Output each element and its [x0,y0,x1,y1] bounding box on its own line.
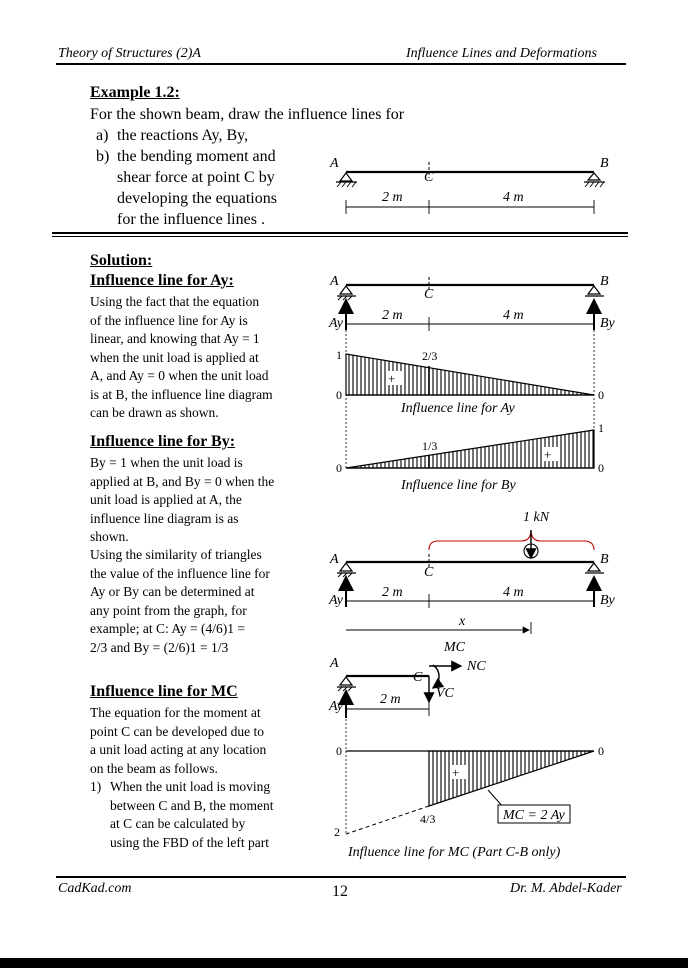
label-x: x [459,614,466,629]
label-b: B [600,274,609,289]
example-item-b-label: b) [96,148,110,165]
sign-plus: + [544,447,552,462]
solution-title: Solution: [90,252,153,269]
text-line: applied at B, and By = 0 when the [90,473,275,489]
label-c: C [424,287,434,302]
dim-left: 2 m [382,190,403,205]
text-line: A, and Ay = 0 when the unit load [90,368,269,383]
beam-1 [329,156,609,214]
text-line: between C and B, the moment [110,797,274,813]
il-mc-diagram [334,744,604,860]
label-ay: Ay [329,593,343,608]
il-by-diagram [336,421,604,493]
label-b: B [600,156,609,171]
text-line: linear, and knowing that Ay = 1 [90,331,260,346]
pin-support-icon [340,563,352,571]
label-mc: MC [444,640,465,655]
pin-support-icon [340,286,352,294]
ay-heading: Influence line for Ay: [90,272,234,289]
text-line: The equation for the moment at [90,705,261,720]
label-a: A [330,274,339,289]
value-c: 1/3 [422,439,438,453]
load-range-brace [429,530,594,550]
example-title: Example 1.2: [90,84,180,101]
dim-span: 2 m [380,692,401,707]
zero-right: 0 [598,388,604,402]
text-line: for the influence lines . [117,211,265,228]
footer-left: CadKad.com [58,881,132,896]
zero-right: 0 [598,461,604,475]
text-line: the value of the influence line for [90,565,270,581]
fbd-left-part [328,640,486,835]
value-dashed: 2 [334,825,340,839]
text-line: influence line diagram is as [90,510,239,526]
dim-left: 2 m [382,308,403,323]
text-line: developing the equations [117,190,277,207]
text-line: at C can be calculated by [110,816,246,831]
roller-support-icon [588,563,600,571]
label-a: A [330,156,339,171]
label-a: A [330,656,339,671]
text-line: Ay or By can be determined at [90,584,255,599]
sign-plus: + [388,371,396,386]
text-line: is at B, the influence line diagram [90,386,273,402]
dim-right: 4 m [503,585,524,600]
text-line: Using the fact that the equation [90,294,260,309]
text-line: of the influence line for Ay is [90,312,248,328]
text-line: on the beam as follows. [90,760,218,776]
beam-3 [328,510,616,634]
text-line: By = 1 when the unit load is [90,455,243,470]
label-c: C [424,565,434,580]
example-intro: For the shown beam, draw the influence lines for [90,106,405,123]
label-nc: NC [467,659,486,674]
zero-left: 0 [336,744,342,758]
label-vc: VC [436,686,454,701]
label-by: By [600,593,615,608]
pin-support-icon [340,173,352,181]
moment-mc-arrow [433,665,439,688]
text-line: point C can be developed due to [90,723,264,739]
sign-plus: + [452,765,460,780]
roller-support-icon [588,286,600,294]
page-number: 12 [332,883,348,900]
dim-right: 4 m [503,190,524,205]
value-right: 1 [598,421,604,435]
roller-support-icon [588,173,600,180]
footer-rule [56,876,626,878]
page-edge-bar [0,958,688,968]
by-heading: Influence line for By: [90,433,236,450]
load-label: 1 kN [523,510,550,525]
mc-heading: Influence line for MC [90,683,238,700]
label-ay: Ay [329,699,343,714]
equation-text: MC = 2 Ay [503,808,565,823]
label-c: C [424,170,434,185]
text-line: Using the similarity of triangles [90,547,262,562]
zero-left: 0 [336,388,342,402]
text-line: When the unit load is moving [110,779,271,794]
caption: Influence line for Ay [401,401,515,416]
caption: Influence line for MC (Part C-B only) [348,845,561,860]
label-c: C [413,670,423,685]
mc-item-label: 1) [90,779,102,794]
text-line: a unit load acting at any location [90,742,267,757]
header-left: Theory of Structures (2)A [58,46,201,61]
zero-left: 0 [336,461,342,475]
text-line: any point from the graph, for [90,602,247,618]
value-left: 1 [336,348,342,362]
text-line: shear force at point C by [117,169,275,186]
caption: Influence line for By [401,478,516,493]
label-b: B [600,552,609,567]
text-line: when the unit load is applied at [90,349,259,365]
text-line: unit load is applied at A, the [90,492,242,507]
header-right: Influence Lines and Deformations [406,46,597,61]
text-line: shown. [90,529,129,544]
value-c: 4/3 [420,812,436,826]
pin-support-icon [340,677,352,685]
il-ay-diagram [336,348,604,416]
dim-left: 2 m [382,585,403,600]
zero-right: 0 [598,744,604,758]
text-line: 2/3 and By = (2/6)1 = 1/3 [90,639,229,655]
dim-right: 4 m [503,308,524,323]
text-line: using the FBD of the left part [110,834,269,850]
text-line: the bending moment and [117,148,276,165]
label-by: By [600,316,615,331]
example-item-a-label: a) [96,127,109,144]
label-a: A [330,552,339,567]
text-line: can be drawn as shown. [90,405,219,420]
footer-right: Dr. M. Abdel-Kader [510,881,622,896]
label-ay: Ay [329,316,343,331]
value-c: 2/3 [422,349,438,363]
example-item-a: the reactions Ay, By, [117,127,249,144]
text-line: example; at C: Ay = (4/6)1 = [90,621,245,636]
